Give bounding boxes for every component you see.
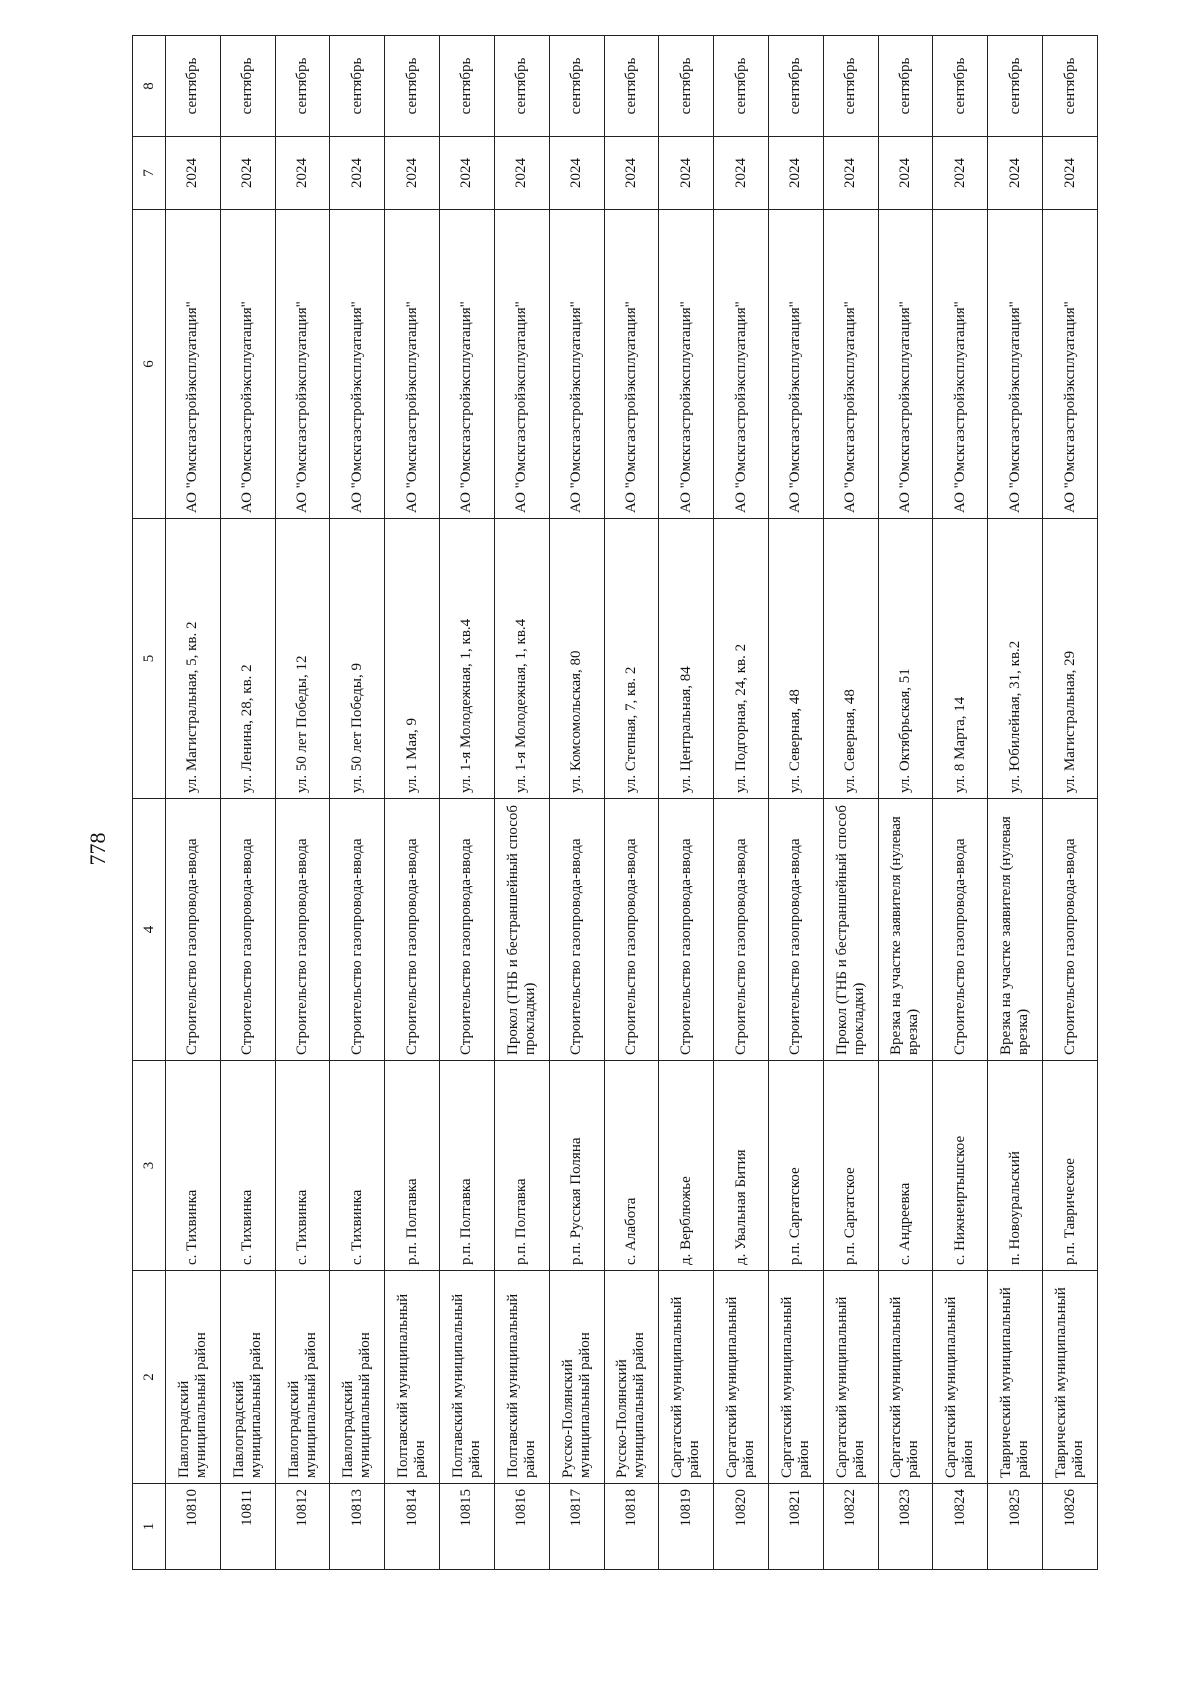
work-type-cell: Строительство газопровода-ввода [330,799,385,1061]
district-cell: Павлоградский муниципальный район [275,1271,330,1484]
header-col-2: 2 [133,1271,166,1484]
address-cell: ул. 50 лет Победы, 9 [330,519,385,799]
year-cell: 2024 [933,137,988,210]
row-number: 10823 [878,1484,933,1570]
row-number: 10818 [604,1484,659,1570]
work-type-cell: Строительство газопровода-ввода [220,799,275,1061]
organization-cell: АО "Омскгазстройэксплуатация" [494,210,549,519]
month-cell: сентябрь [988,36,1043,137]
district-cell: Саргатский муниципальный район [933,1271,988,1484]
address-cell: ул. Юбилейная, 31, кв.2 [988,519,1043,799]
year-cell: 2024 [988,137,1043,210]
address-cell: ул. Северная, 48 [768,519,823,799]
work-type-cell: Прокол (ГНБ и бестраншейный способ прокладки) [494,799,549,1061]
header-col-1: 1 [133,1484,166,1570]
work-type-cell: Строительство газопровода-ввода [385,799,440,1061]
year-cell: 2024 [768,137,823,210]
table-body [166,36,1098,1570]
work-type-cell: Врезка на участке заявителя (нулевая врезка) [988,799,1043,1061]
row-number: 10812 [275,1484,330,1570]
year-cell: 2024 [878,137,933,210]
header-col-7: 7 [133,137,166,210]
table-row [1043,36,1098,1570]
address-cell: ул. Центральная, 84 [659,519,714,799]
organization-cell: АО "Омскгазстройэксплуатация" [878,210,933,519]
locality-cell: п. Новоуральский [988,1061,1043,1271]
month-cell: сентябрь [878,36,933,137]
table-row [385,36,440,1570]
table-row [823,36,878,1570]
work-type-cell: Строительство газопровода-ввода [714,799,769,1061]
address-cell: ул. 8 Марта, 14 [933,519,988,799]
locality-cell: с. Тихвинка [220,1061,275,1271]
table-row [549,36,604,1570]
address-cell: ул. Октябрьская, 51 [878,519,933,799]
district-cell: Саргатский муниципальный район [823,1271,878,1484]
row-number: 10826 [1043,1484,1098,1570]
work-type-cell: Строительство газопровода-ввода [768,799,823,1061]
address-cell: ул. 1 Мая, 9 [385,519,440,799]
table-header [133,36,166,1570]
work-type-cell: Прокол (ГНБ и бестраншейный способ прокладки) [823,799,878,1061]
month-cell: сентябрь [275,36,330,137]
locality-cell: р.п. Саргатское [768,1061,823,1271]
table-row [768,36,823,1570]
work-type-cell: Строительство газопровода-ввода [604,799,659,1061]
row-number: 10811 [220,1484,275,1570]
month-cell: сентябрь [385,36,440,137]
month-cell: сентябрь [330,36,385,137]
table-row [988,36,1043,1570]
address-cell: ул. 50 лет Победы, 12 [275,519,330,799]
organization-cell: АО "Омскгазстройэксплуатация" [1043,210,1098,519]
organization-cell: АО "Омскгазстройэксплуатация" [933,210,988,519]
row-number: 10819 [659,1484,714,1570]
locality-cell: д. Верблюжье [659,1061,714,1271]
row-number: 10810 [166,1484,221,1570]
header-row [133,36,166,1570]
district-cell: Павлоградский муниципальный район [220,1271,275,1484]
row-number: 10814 [385,1484,440,1570]
organization-cell: АО "Омскгазстройэксплуатация" [714,210,769,519]
district-cell: Саргатский муниципальный район [878,1271,933,1484]
district-cell: Русско-Полянский муниципальный район [604,1271,659,1484]
header-col-6: 6 [133,210,166,519]
row-number: 10816 [494,1484,549,1570]
work-type-cell: Строительство газопровода-ввода [440,799,495,1061]
district-cell: Павлоградский муниципальный район [166,1271,221,1484]
month-cell: сентябрь [659,36,714,137]
page-number: 778 [85,832,110,866]
year-cell: 2024 [385,137,440,210]
table-row [494,36,549,1570]
year-cell: 2024 [823,137,878,210]
year-cell: 2024 [659,137,714,210]
year-cell: 2024 [220,137,275,210]
district-cell: Полтавский муниципальный район [494,1271,549,1484]
organization-cell: АО "Омскгазстройэксплуатация" [659,210,714,519]
table-row [659,36,714,1570]
row-number: 10815 [440,1484,495,1570]
locality-cell: с. Тихвинка [166,1061,221,1271]
month-cell: сентябрь [494,36,549,137]
district-cell: Полтавский муниципальный район [385,1271,440,1484]
organization-cell: АО "Омскгазстройэксплуатация" [768,210,823,519]
work-type-cell: Строительство газопровода-ввода [933,799,988,1061]
header-col-5: 5 [133,519,166,799]
organization-cell: АО "Омскгазстройэксплуатация" [440,210,495,519]
district-cell: Павлоградский муниципальный район [330,1271,385,1484]
table-row [440,36,495,1570]
district-cell: Русско-Полянский муниципальный район [549,1271,604,1484]
work-type-cell: Строительство газопровода-ввода [549,799,604,1061]
table-row [714,36,769,1570]
year-cell: 2024 [275,137,330,210]
organization-cell: АО "Омскгазстройэксплуатация" [385,210,440,519]
month-cell: сентябрь [714,36,769,137]
month-cell: сентябрь [220,36,275,137]
row-number: 10824 [933,1484,988,1570]
row-number: 10822 [823,1484,878,1570]
header-col-3: 3 [133,1061,166,1271]
year-cell: 2024 [166,137,221,210]
locality-cell: р.п. Саргатское [823,1061,878,1271]
locality-cell: р.п. Полтавка [385,1061,440,1271]
address-cell: ул. 1-я Молодежная, 1, кв.4 [440,519,495,799]
table-row [878,36,933,1570]
row-number: 10817 [549,1484,604,1570]
address-cell: ул. Степная, 7, кв. 2 [604,519,659,799]
row-number: 10813 [330,1484,385,1570]
header-col-8: 8 [133,36,166,137]
year-cell: 2024 [1043,137,1098,210]
row-number: 10825 [988,1484,1043,1570]
locality-cell: с. Алабота [604,1061,659,1271]
locality-cell: с. Тихвинка [330,1061,385,1271]
address-cell: ул. Северная, 48 [823,519,878,799]
year-cell: 2024 [494,137,549,210]
work-type-cell: Строительство газопровода-ввода [659,799,714,1061]
locality-cell: с. Нижнеиртышское [933,1061,988,1271]
year-cell: 2024 [714,137,769,210]
locality-cell: р.п. Полтавка [440,1061,495,1271]
district-cell: Саргатский муниципальный район [659,1271,714,1484]
organization-cell: АО "Омскгазстройэксплуатация" [988,210,1043,519]
address-cell: ул. 1-я Молодежная, 1, кв.4 [494,519,549,799]
table-row [275,36,330,1570]
organization-cell: АО "Омскгазстройэксплуатация" [220,210,275,519]
district-cell: Саргатский муниципальный район [768,1271,823,1484]
table-row [933,36,988,1570]
month-cell: сентябрь [1043,36,1098,137]
district-cell: Таврический муниципальный район [988,1271,1043,1484]
organization-cell: АО "Омскгазстройэксплуатация" [166,210,221,519]
year-cell: 2024 [330,137,385,210]
work-type-cell: Строительство газопровода-ввода [275,799,330,1061]
organization-cell: АО "Омскгазстройэксплуатация" [604,210,659,519]
locality-cell: с. Андреевка [878,1061,933,1271]
organization-cell: АО "Омскгазстройэксплуатация" [275,210,330,519]
table-row [166,36,221,1570]
locality-cell: с. Тихвинка [275,1061,330,1271]
locality-cell: р.п. Таврическое [1043,1061,1098,1271]
address-cell: ул. Подгорная, 24, кв. 2 [714,519,769,799]
table-row [220,36,275,1570]
district-cell: Саргатский муниципальный район [714,1271,769,1484]
work-type-cell: Строительство газопровода-ввода [166,799,221,1061]
address-cell: ул. Ленина, 28, кв. 2 [220,519,275,799]
organization-cell: АО "Омскгазстройэксплуатация" [823,210,878,519]
row-number: 10820 [714,1484,769,1570]
month-cell: сентябрь [933,36,988,137]
locality-cell: д. Увальная Бития [714,1061,769,1271]
month-cell: сентябрь [549,36,604,137]
year-cell: 2024 [549,137,604,210]
header-col-4: 4 [133,799,166,1061]
month-cell: сентябрь [768,36,823,137]
work-type-cell: Врезка на участке заявителя (нулевая врезка) [878,799,933,1061]
address-cell: ул. Комсомольская, 80 [549,519,604,799]
organization-cell: АО "Омскгазстройэксплуатация" [330,210,385,519]
month-cell: сентябрь [440,36,495,137]
address-cell: ул. Магистральная, 5, кв. 2 [166,519,221,799]
locality-cell: р.п. Полтавка [494,1061,549,1271]
month-cell: сентябрь [823,36,878,137]
district-cell: Таврический муниципальный район [1043,1271,1098,1484]
year-cell: 2024 [440,137,495,210]
table-row [604,36,659,1570]
address-cell: ул. Магистральная, 29 [1043,519,1098,799]
work-type-cell: Строительство газопровода-ввода [1043,799,1098,1061]
locality-cell: р.п. Русская Поляна [549,1061,604,1271]
year-cell: 2024 [604,137,659,210]
data-table [132,35,1098,1570]
district-cell: Полтавский муниципальный район [440,1271,495,1484]
organization-cell: АО "Омскгазстройэксплуатация" [549,210,604,519]
month-cell: сентябрь [604,36,659,137]
row-number: 10821 [768,1484,823,1570]
table-row [330,36,385,1570]
month-cell: сентябрь [166,36,221,137]
